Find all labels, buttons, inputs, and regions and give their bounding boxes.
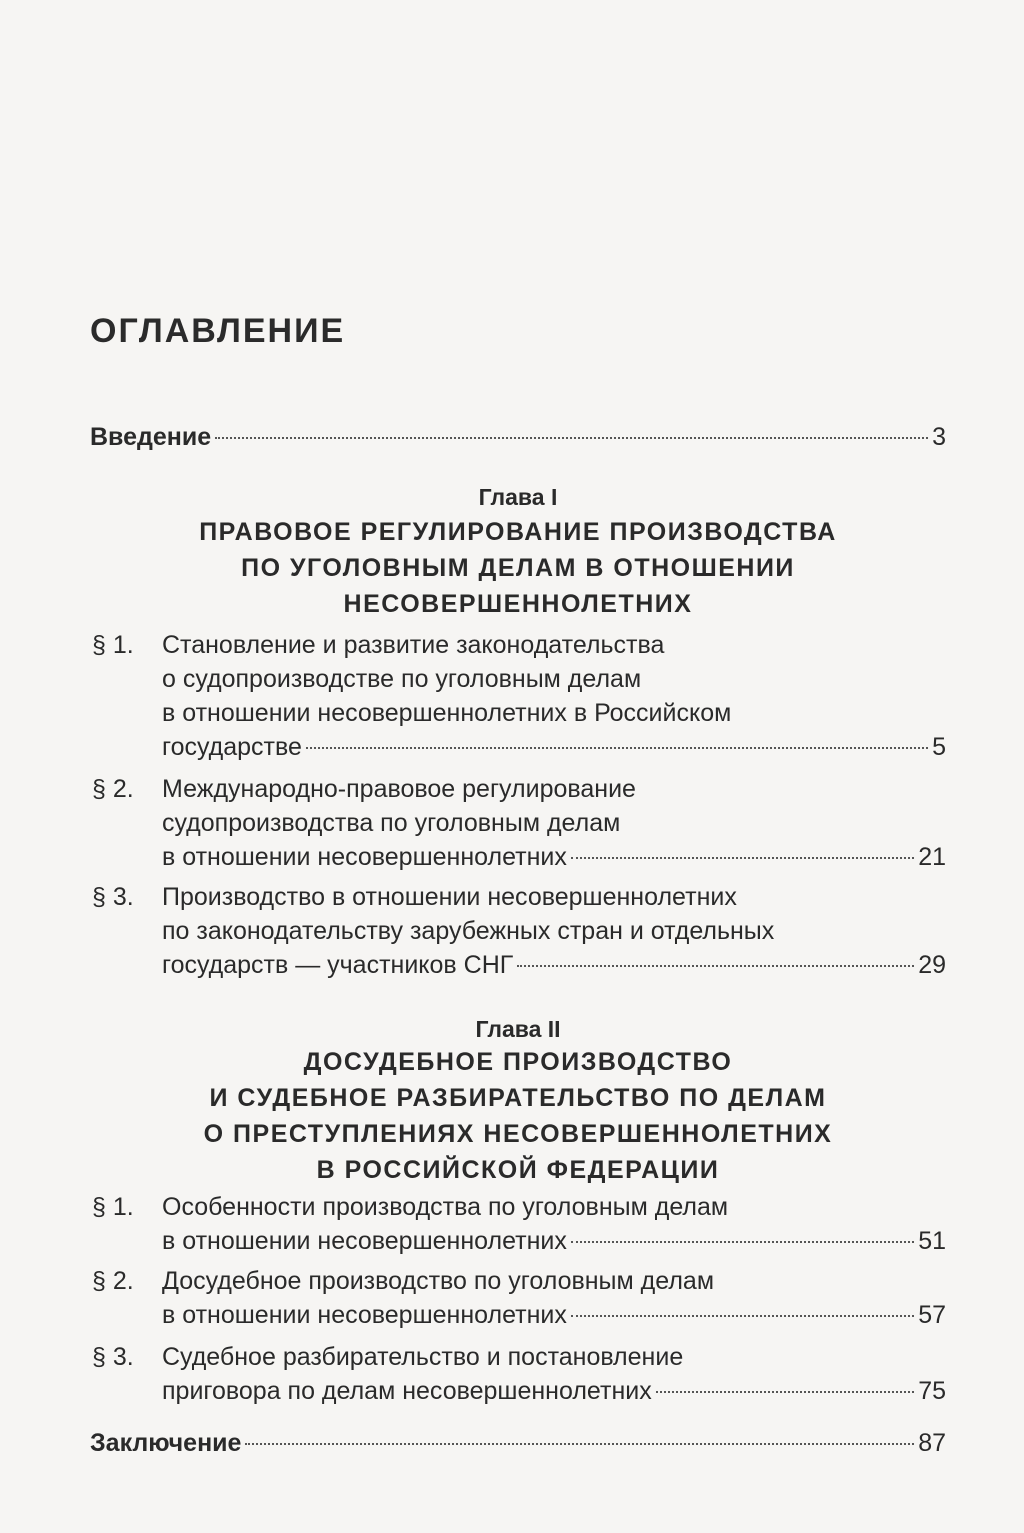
chapter-title-line: ДОСУДЕБНОЕ ПРОИЗВОДСТВО: [303, 1048, 733, 1076]
toc-entry-last-line: [162, 1224, 946, 1258]
toc-entry-intro: [90, 420, 946, 454]
section-line: по законодательству зарубежных стран и отдельных: [162, 917, 775, 945]
leader-dots: [215, 437, 928, 439]
section-number: § 2.: [92, 1267, 134, 1295]
section-line: в отношении несовершеннолетних: [162, 1227, 567, 1255]
leader-dots: [306, 747, 928, 749]
entry-page: 5: [932, 733, 946, 761]
chapter-label: Глава II: [475, 1016, 561, 1042]
toc-entry-last-line: [162, 1374, 946, 1408]
toc-entry-last-line: [162, 948, 946, 982]
chapter-label: Глава I: [478, 484, 558, 510]
chapter-title-line: О ПРЕСТУПЛЕНИЯХ НЕСОВЕРШЕННОЛЕТНИХ: [203, 1120, 833, 1148]
chapter-title-line: НЕСОВЕРШЕННОЛЕТНИХ: [343, 590, 693, 618]
entry-page: 21: [918, 843, 946, 871]
toc-entry-last-line: [162, 840, 946, 874]
toc-entry-last-line: [162, 730, 946, 764]
section-line: Становление и развитие законодательства: [162, 631, 665, 659]
chapter-title-line: ПРАВОВОЕ РЕГУЛИРОВАНИЕ ПРОИЗВОДСТВА: [199, 518, 837, 546]
leader-dots: [517, 965, 914, 967]
leader-dots: [571, 1315, 914, 1317]
section-number: § 1.: [92, 631, 134, 659]
section-line: Особенности производства по уголовным делам: [162, 1193, 729, 1221]
section-line: Досудебное производство по уголовным делам: [162, 1267, 715, 1295]
leader-dots: [245, 1443, 914, 1445]
chapter-title: [90, 514, 946, 622]
entry-page: 87: [918, 1429, 946, 1457]
toc-entry-conclusion: [90, 1426, 946, 1460]
chapter-title-line: И СУДЕБНОЕ РАЗБИРАТЕЛЬСТВО ПО ДЕЛАМ: [209, 1084, 827, 1112]
entry-page: 29: [918, 951, 946, 979]
leader-dots: [656, 1391, 914, 1393]
entry-label: Заключение: [90, 1429, 242, 1457]
section-number: § 3.: [92, 883, 134, 911]
section-line: Производство в отношении несовершеннолетних: [162, 883, 737, 911]
chapter-title: [90, 1044, 946, 1188]
toc-entry-last-line: [162, 1298, 946, 1332]
section-line: Судебное разбирательство и постановление: [162, 1343, 684, 1371]
section-line: государств — участников СНГ: [162, 951, 514, 979]
entry-label: Введение: [90, 423, 212, 451]
section-line: в отношении несовершеннолетних в Российском: [162, 699, 732, 727]
leader-dots: [571, 857, 914, 859]
page-title: ОГЛАВЛЕНИЕ: [90, 312, 346, 350]
section-number: § 3.: [92, 1343, 134, 1371]
chapter-title-line: ПО УГОЛОВНЫМ ДЕЛАМ В ОТНОШЕНИИ: [241, 554, 795, 582]
section-line: государстве: [162, 733, 302, 761]
section-number: § 1.: [92, 1193, 134, 1221]
entry-page: 51: [918, 1227, 946, 1255]
section-line: приговора по делам несовершеннолетних: [162, 1377, 652, 1405]
entry-page: 3: [932, 423, 946, 451]
chapter-title-line: В РОССИЙСКОЙ ФЕДЕРАЦИИ: [316, 1156, 720, 1184]
section-line: о судопроизводстве по уголовным делам: [162, 665, 642, 693]
entry-page: 75: [918, 1377, 946, 1405]
section-line: в отношении несовершеннолетних: [162, 843, 567, 871]
leader-dots: [571, 1241, 914, 1243]
entry-page: 57: [918, 1301, 946, 1329]
section-line: судопроизводства по уголовным делам: [162, 809, 621, 837]
section-number: § 2.: [92, 775, 134, 803]
section-line: Международно-правовое регулирование: [162, 775, 636, 803]
section-line: в отношении несовершеннолетних: [162, 1301, 567, 1329]
